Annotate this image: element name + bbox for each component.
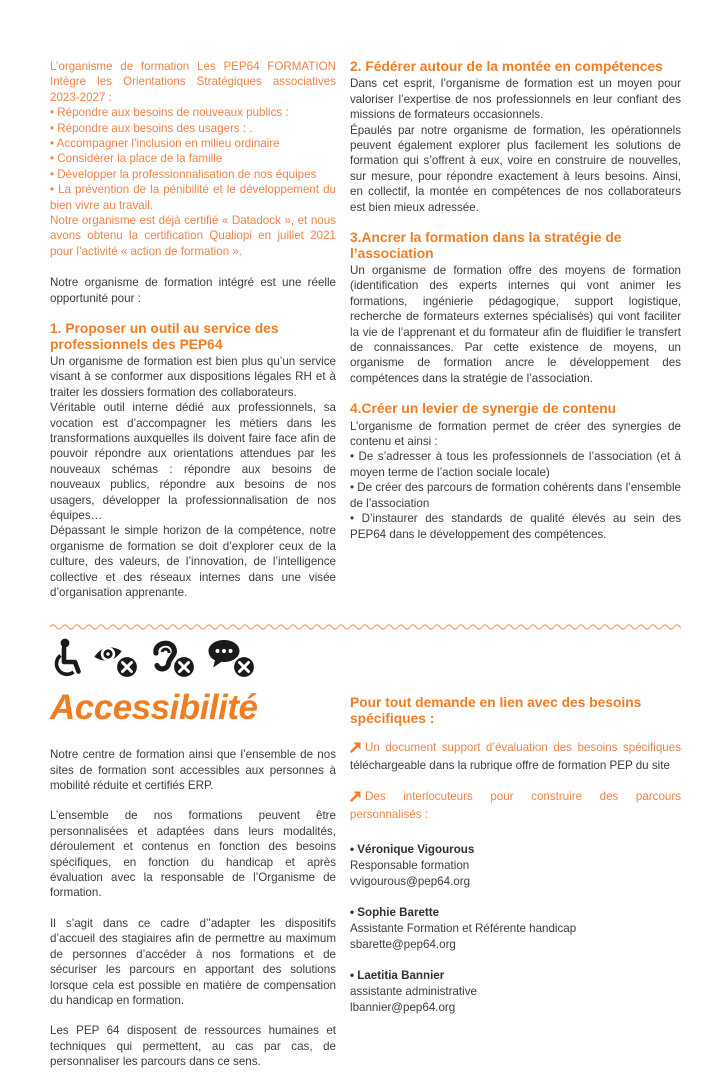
person-email: vvigourous@pep64.org — [350, 874, 471, 888]
contact-link-document[interactable] — [350, 740, 681, 773]
contact-person — [350, 968, 681, 1016]
wavy-divider — [50, 617, 681, 625]
accessibility-paragraph: Les PEP 64 disposent de ressources humaines et techniques qui permettent, au cas par cas, de personnaliser les parcours dans ce sens. — [50, 1024, 336, 1069]
speech-impairment-icon — [207, 638, 257, 685]
person-role: assistante administrative — [350, 984, 477, 998]
hearing-impairment-icon — [150, 638, 198, 685]
intro-certification: Notre organisme est déjà certifié « Datadock », et nous avons obtenu la certification Qualiopi en juillet 2021 pour l’activité « action de formation ». — [50, 214, 336, 258]
person-role: Assistante Formation et Référente handicap — [350, 921, 577, 935]
intro-bullet: • Répondre aux besoins de nouveaux publics : — [50, 106, 289, 120]
section-2-paragraph: Dans cet esprit, l’organisme de formation est un moyen pour valoriser l’expertise de nos professionnels en leur confiant des missions de formateurs occasionnels. — [350, 77, 681, 122]
person-role: Responsable formation — [350, 858, 470, 872]
top-right-column — [350, 59, 681, 600]
opportunity-text: Notre organisme de formation intégré est une réelle opportunité pour : — [50, 276, 336, 305]
top-left-column — [50, 59, 336, 600]
accessibility-paragraph: L’ensemble de nos formations peuvent être personnalisées et adaptées dans leurs modalités, déroulement et contenus en fonction des besoins spécifiques, en fonction du handicap et après évaluation avec la responsable de l’Organisme de formation. — [50, 809, 336, 900]
person-email: lbannier@pep64.org — [350, 1000, 456, 1014]
accessibility-icons-row — [50, 643, 336, 685]
top-columns — [50, 59, 681, 600]
contact-link-highlight: Des interlocuteurs pour construire des parcours personnalisés : — [350, 790, 681, 821]
section-1-paragraph: Véritable outil interne dédié aux professionnels, sa vocation est d’accompagner les métiers dans les transformations auxquelles ils doivent faire face afin de pouvoir répondre aux orientations attendues par les nouveaux schémas : répondre aux besoins de nouveaux publics, répondre aux besoins de nos usagers, développer la professionnalisation de nos équipes… — [50, 401, 336, 523]
accessibility-paragraph: Notre centre de formation ainsi que l’ensemble de nos sites de formation sont accessibles aux personnes à mobilité réduite et certifiés ERP. — [50, 748, 336, 793]
contact-person — [350, 842, 681, 890]
accessibility-paragraph: Il s’agit dans ce cadre d’’adapter les dispositifs d’accueil des stagiaires afin de permettre au maximum de personnes d’accéder à nos formations et de sécuriser les parcours en apportant des solutions lorsque cela est possible en matière de compensation du handicap en formation. — [50, 916, 336, 1007]
intro-bullet: • Répondre aux besoins des usagers : . — [50, 121, 253, 135]
accessibility-right-column — [350, 643, 681, 1084]
contact-link-highlight: Un document support d’évaluation des besoins spécifiques — [365, 741, 681, 755]
person-email: sbarette@pep64.org — [350, 937, 456, 951]
intro-block — [50, 59, 336, 259]
section-2-paragraph: Épaulés par notre organisme de formation, les opérationnels peuvent également explorer plus facilement les solutions de formation qui s’offrent à eux, voire en construire de nouvelles, sur mesure, pour répondre exactement à leurs besoins. Ainsi, en collectif, la montée en compétences de nos collaborateurs est bien mieux adressée. — [350, 123, 681, 214]
person-name: • Véronique Vigourous — [350, 842, 475, 856]
section-4-lead: L’organisme de formation permet de créer des synergies de contenu et ainsi : — [350, 419, 681, 449]
section-4-title: 4.Créer un levier de synergie de contenu — [350, 401, 617, 417]
section-1-title: 1. Proposer un outil au service des professionnels des PEP64 — [50, 321, 279, 352]
contact-link-rest: téléchargeable dans la rubrique offre de formation PEP du site — [350, 758, 670, 772]
section-3-paragraph: Un organisme de formation offre des moyens de formation (identification des experts internes qui vont animer les formations, ingénierie pédagogique, support logistique, recherche de formateurs externes spécialisés) qui vont faciliter la vie de l’apprenant et du formateur afin de fluidifier le transfert de connaissances. Par cette existence de moyens, un organisme de formation ancre le développement des compétences dans la stratégie de l’association. — [350, 263, 681, 385]
contact-heading: Pour tout demande en lien avec des besoins spécifiques : — [350, 695, 642, 726]
accessibility-columns — [50, 643, 681, 1084]
section-4-bullet: • De créer des parcours de formation cohérents dans l’ensemble de l’association — [350, 481, 681, 510]
section-1-paragraph: Dépassant le simple horizon de la compétence, notre organisme de formation se doit d’explorer ceux de la culture, des valeurs, de l’innovation, de l’intelligence collective et des réseaux internes dans une visée d’organisation apprenante. — [50, 524, 336, 600]
arrow-up-right-icon — [350, 790, 362, 806]
contact-person — [350, 905, 681, 953]
intro-lead: L’organisme de formation Les PEP64 FORMATION Intègre les Orientations Stratégiques associatives 2023-2027 : — [50, 60, 336, 104]
intro-bullet: • Considérer la place de la famille — [50, 152, 223, 166]
section-4-bullet: • De s’adresser à tous les professionnels de l’association (et à moyen terme de l’action sociale locale) — [350, 450, 681, 479]
person-name: • Sophie Barette — [350, 905, 440, 919]
section-3-title: 3.Ancrer la formation dans la stratégie de l’association — [350, 230, 622, 261]
arrow-up-right-icon — [350, 741, 362, 757]
section-4-bullet: • D’instaurer des standards de qualité élevés au sein des PEP64 dans le développement des compétences. — [350, 512, 681, 541]
person-name: • Laetitia Bannier — [350, 968, 445, 982]
contact-link-interlocuteurs[interactable] — [350, 789, 681, 822]
accessibility-title: Accessibilité — [50, 688, 258, 728]
section-2-title: 2. Fédérer autour de la montée en compétences — [350, 59, 663, 74]
intro-bullet: • Développer la professionnalisation de nos équipes — [50, 167, 317, 181]
intro-bullet: • La prévention de la pénibilité et le développement du bien vivre au travail. — [50, 183, 336, 212]
intro-bullet: • Accompagner l’inclusion en milieu ordinaire — [50, 137, 280, 151]
vision-impairment-icon — [93, 638, 141, 685]
section-1-paragraph: Un organisme de formation est bien plus qu’un service visant à se conformer aux dispositions légales RH et à traiter les dossiers formation des collaborateurs. — [50, 354, 336, 399]
wheelchair-icon — [50, 638, 84, 685]
accessibility-left-column — [50, 643, 336, 1084]
